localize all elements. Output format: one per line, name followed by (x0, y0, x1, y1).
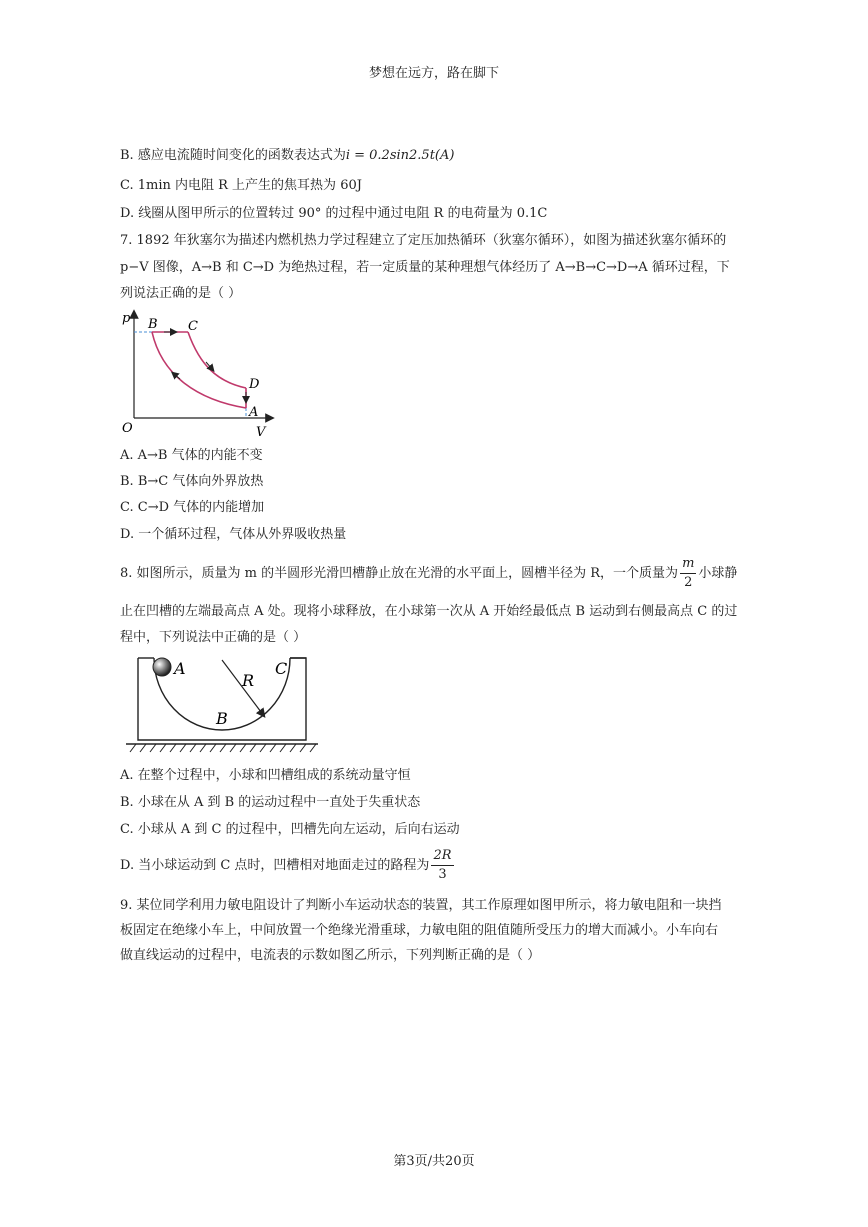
q7-option-c: C. C→D 气体的内能增加 (120, 500, 265, 515)
label-b: B (216, 709, 228, 728)
q8-stem-line3: 程中，下列说法中正确的是（ ） (120, 630, 307, 645)
label-p: p (122, 311, 131, 326)
ball (153, 658, 171, 676)
q8-stem-line2: 止在凹槽的左端最高点 A 处。现将小球释放，在小球第一次从 A 开始经最低点 B 运动到右侧最高点 C 的过 (120, 604, 738, 619)
q6-option-b (120, 146, 454, 166)
q8-option-b: B. 小球在从 A 到 B 的运动过程中一直处于失重状态 (120, 795, 421, 810)
q8-distance-den: 3 (438, 867, 447, 882)
q7-option-d: D. 一个循环过程，气体从外界吸收热量 (120, 527, 347, 542)
page-footer: 第3页/共20页 (393, 1154, 475, 1169)
q6-option-b-text: B. 感应电流随时间变化的函数表达式为 (120, 148, 346, 163)
q8-distance-fraction (431, 847, 453, 884)
q7-stem-line1: 7. 1892 年狄塞尔为描述内燃机热力学过程建立了定压加热循环（狄塞尔循环），如图为描述狄塞尔循环的 (120, 233, 727, 248)
segment-ab (152, 332, 246, 408)
label-origin: O (122, 421, 133, 436)
label-v: V (256, 425, 266, 440)
q8-option-a: A. 在整个过程中，小球和凹槽组成的系统动量守恒 (120, 768, 411, 783)
q9-stem-line2: 板固定在绝缘小车上，中间放置一个绝缘光滑重球，力敏电阻的阻值随所受压力的增大而减小。小车向右 (120, 923, 719, 938)
q9-stem-line1: 9. 某位同学利用力敏电阻设计了判断小车运动状态的装置，其工作原理如图甲所示，将力敏电阻和一块挡 (120, 898, 722, 913)
q8-distance-num: 2R (431, 847, 453, 866)
q8-bowl-diagram (122, 652, 322, 760)
page-header: 梦想在远方，路在脚下 (368, 66, 499, 81)
label-a: A (174, 659, 186, 678)
label-r: R (242, 671, 255, 690)
label-b: B (148, 317, 158, 332)
q8-fraction-num: m (680, 555, 696, 574)
q8-option-d (120, 846, 456, 886)
label-c: C (188, 319, 198, 334)
q8-stem-line1-a: 8. 如图所示，质量为 m 的半圆形光滑凹槽静止放在光滑的水平面上，圆槽半径为 R，一个质量为 (120, 566, 679, 581)
label-d: D (249, 377, 260, 392)
ground-hatching (130, 744, 316, 752)
q6-option-d: D. 线圈从图甲所示的位置转过 90° 的过程中通过电阻 R 的电荷量为 0.1C (120, 206, 548, 221)
q8-stem-line1 (120, 554, 737, 594)
q8-mass-fraction (680, 555, 696, 592)
q7-stem-line3: 列说法正确的是（ ） (120, 286, 242, 301)
q8-stem-line1-b: 小球静 (698, 566, 738, 581)
q6-option-c: C. 1min 内电阻 R 上产生的焦耳热为 60J (120, 178, 362, 193)
label-c: C (275, 659, 288, 678)
q8-fraction-den: 2 (684, 575, 693, 590)
q9-stem-line3: 做直线运动的过程中，电流表的示数如图乙所示，下列判断正确的是（ ） (120, 948, 541, 963)
q8-option-c: C. 小球从 A 到 C 的过程中，凹槽先向左运动，后向右运动 (120, 822, 460, 837)
arrow-ab (174, 374, 180, 379)
q7-option-a: A. A→B 气体的内能不变 (120, 448, 263, 463)
q8-option-d-text: D. 当小球运动到 C 点时，凹槽相对地面走过的路程为 (120, 858, 430, 873)
label-a: A (249, 405, 259, 420)
q7-stem-line2: p−V 图像，A→B 和 C→D 为绝热过程，若一定质量的某种理想气体经历了 A→B→C→D→A 循环过程，下 (120, 260, 730, 275)
q7-pv-diagram (118, 306, 278, 446)
segment-cd (188, 332, 246, 388)
q7-option-b: B. B→C 气体向外界放热 (120, 474, 264, 489)
q6-option-b-formula: i = 0.2sin2.5t(A) (345, 148, 455, 163)
